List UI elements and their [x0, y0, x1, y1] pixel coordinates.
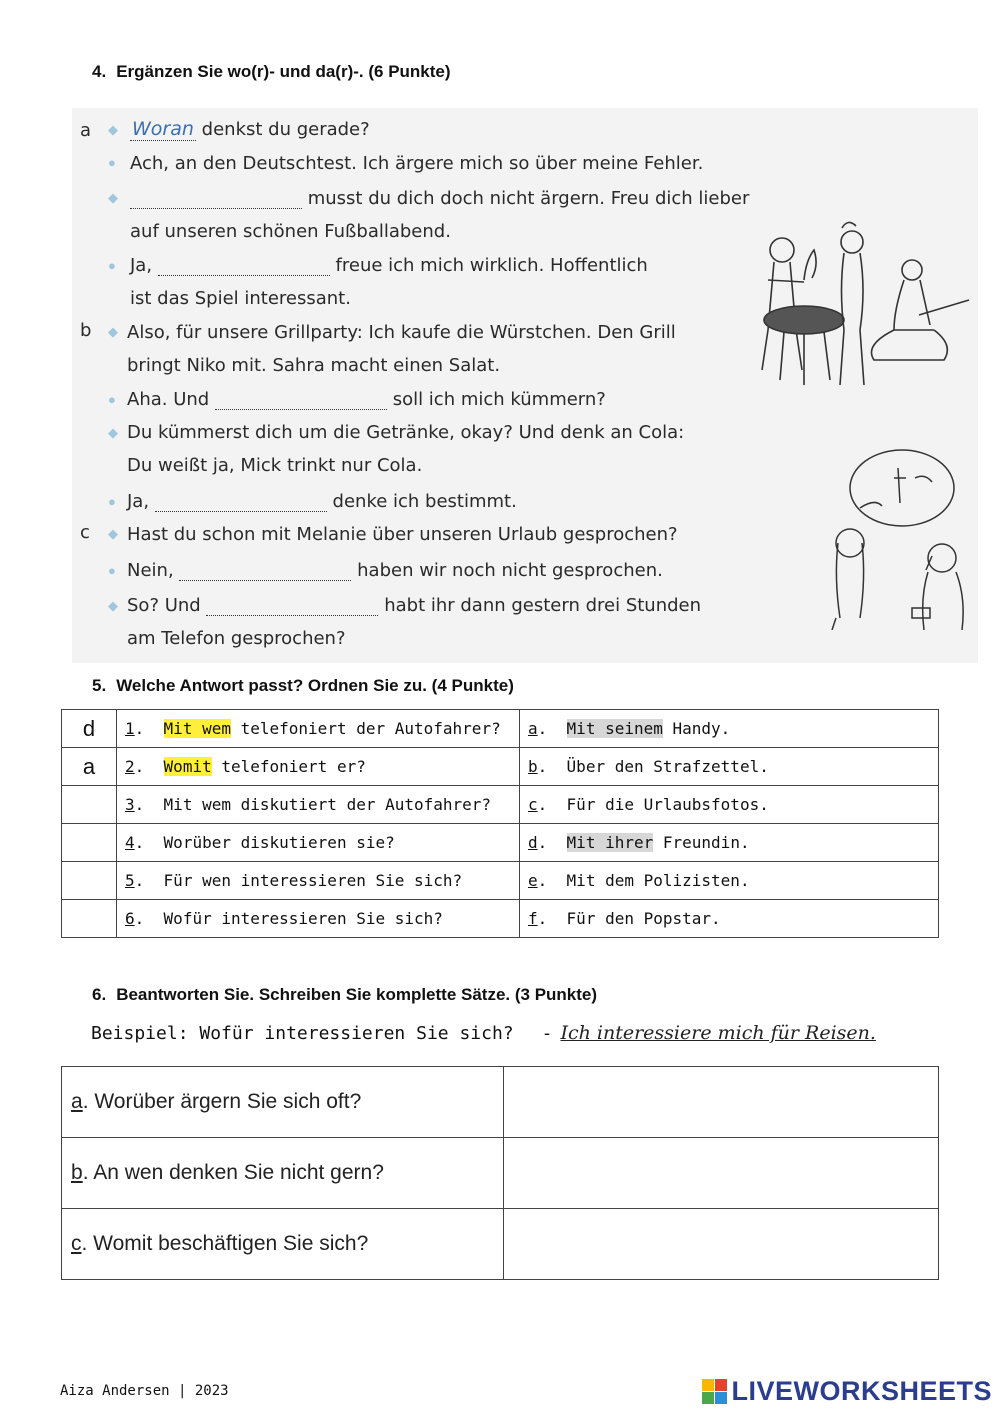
question-text: . Worüber ärgern Sie sich oft? [82, 1090, 362, 1113]
question-letter: a [71, 1090, 83, 1113]
question-text: Worüber diskutieren sie? [163, 833, 395, 852]
dialog-text: habt ihr dann gestern drei Stunden [384, 595, 702, 616]
exercise-number: 6. [92, 985, 107, 1004]
question-cell: 5. Für wen interessieren Sie sich? [117, 862, 520, 900]
blank-input[interactable] [179, 562, 351, 581]
brand-text: LIVEWORKSHEETS [731, 1376, 992, 1406]
option-text: Über den Strafzettel. [566, 757, 769, 776]
answer-cell[interactable] [62, 786, 117, 824]
logo-blocks-icon [702, 1379, 727, 1404]
speaker-diamond-icon: ◆ [108, 425, 118, 440]
answer-input[interactable] [504, 1067, 939, 1138]
answer-cell[interactable]: d [62, 710, 117, 748]
option-letter: c [528, 795, 538, 814]
dialog-text: Aha. Und [127, 389, 210, 410]
table-row [62, 862, 939, 900]
highlight: Womit [163, 757, 212, 776]
dialog-line: Du weißt ja, Mick trinkt nur Cola. [127, 455, 423, 476]
dialog-line: ist das Spiel interessant. [130, 288, 351, 309]
dialog-line [130, 255, 648, 276]
blank-input[interactable] [130, 190, 302, 209]
table-row [62, 1138, 939, 1209]
dialog-line: auf unseren schönen Fußballabend. [130, 221, 451, 242]
option-letter: f [528, 909, 538, 928]
dialog-text: Nein, [127, 560, 174, 581]
option-cell: d. Mit ihrer Freundin. [520, 824, 939, 862]
question-number: 4 [125, 833, 135, 852]
highlight: Mit seinem [566, 719, 663, 738]
speaker-circle-icon: ● [108, 494, 116, 509]
option-cell: c. Für die Urlaubsfotos. [520, 786, 939, 824]
question-text: telefoniert der Autofahrer? [230, 719, 501, 738]
exercise-5-heading [92, 676, 514, 696]
dialog-line [127, 389, 606, 410]
option-text: Handy. [662, 719, 731, 738]
question-text: Wofür interessieren Sie sich? [163, 909, 443, 928]
question-cell: 4. Worüber diskutieren sie? [117, 824, 520, 862]
option-letter: a [528, 719, 538, 738]
liveworksheets-logo [702, 1376, 992, 1407]
speaker-diamond-icon: ◆ [108, 598, 118, 613]
question-text: telefoniert er? [211, 757, 366, 776]
speaker-diamond-icon: ◆ [108, 526, 118, 541]
dialog-text: denke ich bestimmt. [332, 491, 517, 512]
dialog-line [127, 560, 663, 581]
option-cell: a. Mit seinem Handy. [520, 710, 939, 748]
dialog-text: denkst du gerade? [201, 119, 370, 140]
answer-input[interactable] [504, 1138, 939, 1209]
question-text: Für wen interessieren Sie sich? [163, 871, 463, 890]
question-cell [62, 1067, 504, 1138]
option-text: Freundin. [653, 833, 750, 852]
answer-input[interactable] [504, 1209, 939, 1280]
example-label: Beispiel: Wofür interessieren Sie sich? [91, 1023, 514, 1044]
question-number: 1 [125, 719, 135, 738]
blank-input[interactable] [215, 391, 387, 410]
exercise-6-heading [92, 985, 597, 1005]
dialog-line: Also, für unsere Grillparty: Ich kaufe die Würstchen. Den Grill [127, 322, 676, 343]
table-row [62, 1067, 939, 1138]
answer-cell[interactable] [62, 824, 117, 862]
question-text: . Womit beschäftigen Sie sich? [81, 1232, 369, 1255]
example-answer: Woran [132, 118, 194, 140]
speaker-circle-icon: ● [108, 155, 116, 170]
question-letter: b [71, 1161, 83, 1184]
question-number: 3 [125, 795, 135, 814]
option-cell: e. Mit dem Polizisten. [520, 862, 939, 900]
grill-party-illustration [744, 220, 974, 410]
exercise-number: 4. [92, 62, 107, 81]
dialog-line [130, 188, 749, 209]
question-text: Mit wem diskutiert der Autofahrer? [163, 795, 492, 814]
option-text: Für die Urlaubsfotos. [566, 795, 769, 814]
speaker-diamond-icon: ◆ [108, 190, 118, 205]
speaker-circle-icon: ● [108, 392, 116, 407]
table-row [62, 824, 939, 862]
speaker-circle-icon: ● [108, 563, 116, 578]
dialog-line: am Telefon gesprochen? [127, 628, 346, 649]
phone-call-illustration [820, 448, 975, 630]
example-line [91, 1022, 876, 1044]
blank-input[interactable] [155, 493, 327, 512]
matching-table [61, 709, 939, 938]
section-letter-b: b [80, 320, 92, 341]
example-dash: - [541, 1023, 553, 1044]
question-letter: c [71, 1232, 82, 1255]
answer-cell[interactable] [62, 862, 117, 900]
dialog-line: bringt Niko mit. Sahra macht einen Salat. [127, 355, 501, 376]
question-cell: 6. Wofür interessieren Sie sich? [117, 900, 520, 938]
highlight: Mit ihrer [566, 833, 654, 852]
exercise-title: Beantworten Sie. Schreiben Sie komplette Sätze. (3 Punkte) [116, 985, 598, 1004]
exercise-title: Ergänzen Sie wo(r)- und da(r)-. (6 Punkte) [116, 62, 451, 81]
example-answer: Ich interessiere mich für Reisen. [560, 1022, 876, 1044]
section-letter-c: c [80, 522, 90, 543]
question-text: . An wen denken Sie nicht gern? [82, 1161, 384, 1184]
question-number: 6 [125, 909, 135, 928]
dialog-text: So? Und [127, 595, 201, 616]
exercise-4-scan [72, 108, 978, 663]
question-number: 2 [125, 757, 135, 776]
option-letter: b [528, 757, 538, 776]
table-row [62, 748, 939, 786]
highlight: Mit wem [163, 719, 231, 738]
question-number: 5 [125, 871, 135, 890]
option-text: Mit dem Polizisten. [566, 871, 750, 890]
speaker-circle-icon: ● [108, 258, 116, 273]
answer-cell[interactable]: a [62, 748, 117, 786]
table-row [62, 900, 939, 938]
blank-input[interactable] [206, 597, 378, 616]
exercise-title: Welche Antwort passt? Ordnen Sie zu. (4 Punkte) [116, 676, 514, 695]
dialog-text: haben wir noch nicht gesprochen. [357, 560, 663, 581]
option-letter: d [528, 833, 538, 852]
exercise-4-heading [92, 62, 451, 82]
speaker-diamond-icon: ◆ [108, 122, 118, 137]
option-cell: f. Für den Popstar. [520, 900, 939, 938]
question-cell: 1. Mit wem telefoniert der Autofahrer? [117, 710, 520, 748]
question-cell [62, 1209, 504, 1280]
speaker-diamond-icon: ◆ [108, 324, 118, 339]
dialog-line [127, 595, 701, 616]
option-cell: b. Über den Strafzettel. [520, 748, 939, 786]
blank-input[interactable] [158, 257, 330, 276]
dialog-text: Ja, [130, 255, 153, 276]
section-letter-a: a [80, 120, 92, 141]
dialog-text: soll ich mich kümmern? [392, 389, 606, 410]
table-row [62, 710, 939, 748]
dialog-line [127, 491, 517, 512]
dialog-line: Du kümmerst dich um die Getränke, okay? Und denk an Cola: [127, 422, 685, 443]
question-cell [62, 1138, 504, 1209]
dialog-line [130, 118, 370, 140]
author-footer: Aiza Andersen | 2023 [60, 1383, 229, 1399]
option-text: Für den Popstar. [566, 909, 721, 928]
answer-cell[interactable] [62, 900, 117, 938]
question-cell: 2. Womit telefoniert er? [117, 748, 520, 786]
option-letter: e [528, 871, 538, 890]
dialog-line: Hast du schon mit Melanie über unseren Urlaub gesprochen? [127, 524, 678, 545]
answer-table [61, 1066, 939, 1280]
dialog-text: Ja, [127, 491, 150, 512]
table-row [62, 1209, 939, 1280]
dialog-text: freue ich mich wirklich. Hoffentlich [335, 255, 648, 276]
dialog-line: Ach, an den Deutschtest. Ich ärgere mich so über meine Fehler. [130, 153, 704, 174]
exercise-number: 5. [92, 676, 107, 695]
dialog-text: musst du dich doch nicht ärgern. Freu dich lieber [307, 188, 750, 209]
table-row [62, 786, 939, 824]
question-cell: 3. Mit wem diskutiert der Autofahrer? [117, 786, 520, 824]
